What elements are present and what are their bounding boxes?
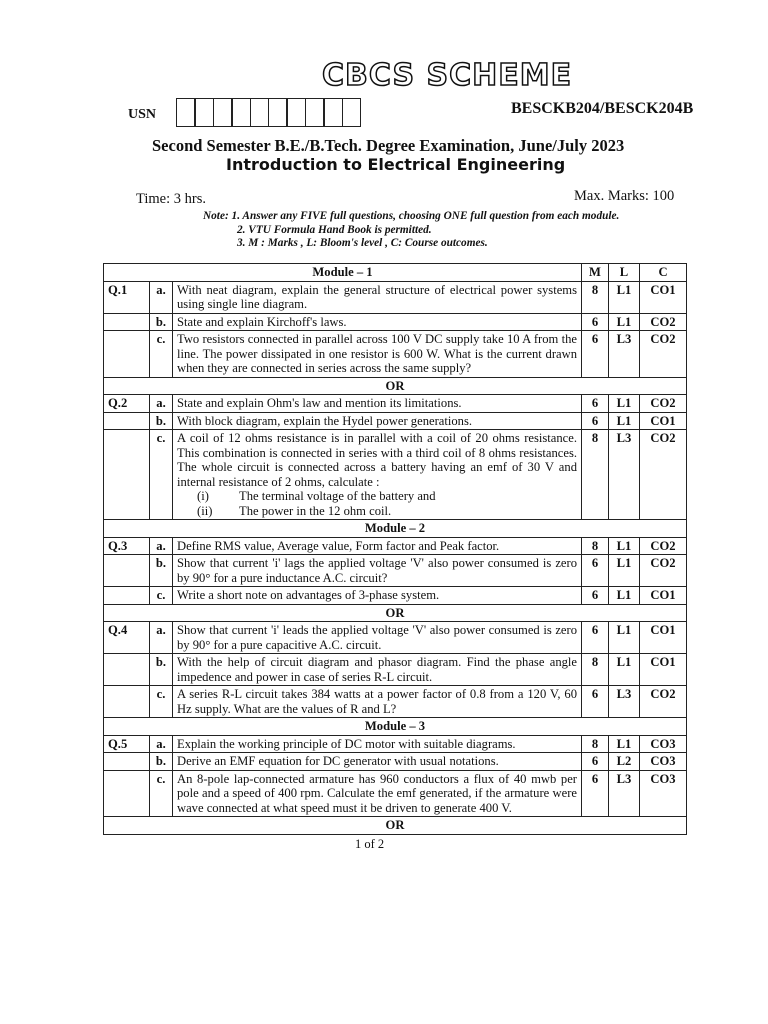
sub-question-number: (i) (197, 489, 209, 503)
question-row (104, 654, 687, 686)
course-title: Introduction to Electrical Engineering (226, 155, 566, 174)
course-outcome: CO3 (640, 753, 687, 771)
question-text: A series R-L circuit takes 384 watts at a power factor of 0.8 from a 120 V, 60 Hz supply. What are the values of R and L? (173, 686, 582, 718)
marks: 6 (582, 313, 609, 331)
part-label: c. (150, 686, 173, 718)
part-label: a. (150, 281, 173, 313)
usn-digit-box (250, 98, 270, 127)
question-number: Q.5 (104, 735, 150, 753)
marks: 6 (582, 412, 609, 430)
sub-question (177, 504, 577, 519)
marks: 6 (582, 331, 609, 378)
marks: 6 (582, 753, 609, 771)
usn-digit-box (231, 98, 251, 127)
blooms-level: L1 (609, 587, 640, 605)
sub-question-text: The power in the 12 ohm coil. (239, 503, 392, 518)
question-number: Q.2 (104, 395, 150, 413)
or-row (104, 604, 687, 622)
course-outcome: CO2 (640, 537, 687, 555)
or-separator: OR (104, 817, 687, 835)
sub-question (177, 489, 577, 504)
course-outcome: CO1 (640, 622, 687, 654)
question-row (104, 770, 687, 817)
course-outcome: CO2 (640, 686, 687, 718)
usn-digit-box (342, 98, 362, 127)
question-number: Q.3 (104, 537, 150, 555)
question-text: Show that current 'i' lags the applied voltage 'V' also power consumed is zero by 90° for a pure inductance A.C. circuit? (173, 555, 582, 587)
blooms-level: L2 (609, 753, 640, 771)
marks: 6 (582, 686, 609, 718)
course-outcome: CO2 (640, 331, 687, 378)
question-row (104, 753, 687, 771)
usn-digit-box (323, 98, 343, 127)
usn-boxes (176, 98, 360, 127)
usn-digit-box (176, 98, 196, 127)
note-2: 2. VTU Formula Hand Book is permitted. (237, 223, 432, 236)
blooms-level: L1 (609, 735, 640, 753)
blooms-level: L1 (609, 281, 640, 313)
part-label: b. (150, 313, 173, 331)
usn-digit-box (213, 98, 233, 127)
instructions (203, 210, 619, 251)
marks: 8 (582, 735, 609, 753)
scheme-heading: CBCS SCHEME (322, 58, 573, 93)
question-row (104, 395, 687, 413)
module-1-header-row (104, 264, 687, 282)
sub-question-text: The terminal voltage of the battery and (239, 489, 436, 503)
question-text: Define RMS value, Average value, Form factor and Peak factor. (173, 537, 582, 555)
question-row (104, 331, 687, 378)
marks: 8 (582, 654, 609, 686)
question-text: With neat diagram, explain the general structure of electrical power systems using single line diagram. (173, 281, 582, 313)
question-row (104, 430, 687, 520)
question-text: Two resistors connected in parallel across 100 V DC supply take 10 A from the line. The power dissipated in one resistor is 600 W. What is the current drawn when they are connected in series across the same supply? (173, 331, 582, 378)
blooms-level: L1 (609, 395, 640, 413)
course-outcome: CO2 (640, 313, 687, 331)
module-3-header-row (104, 718, 687, 736)
question-text: Explain the working principle of DC motor with suitable diagrams. (173, 735, 582, 753)
usn-label: USN (128, 107, 157, 122)
usn-digit-box (286, 98, 306, 127)
question-text: A coil of 12 ohms resistance is in parallel with a coil of 20 ohms resistance. This combination is connected in series with a third coil of 8 ohms resistances. The whole circuit is connected across a battery having an emf of 30 V and internal resistance of 2 ohms, calculate : (177, 431, 577, 489)
part-label: c. (150, 770, 173, 817)
usn-digit-box (305, 98, 325, 127)
max-marks: Max. Marks: 100 (574, 188, 675, 204)
marks-column-header: M (582, 264, 609, 282)
or-row (104, 817, 687, 835)
blooms-level: L3 (609, 430, 640, 520)
usn-digit-box (268, 98, 288, 127)
marks: 8 (582, 281, 609, 313)
blooms-level: L1 (609, 555, 640, 587)
part-label: a. (150, 395, 173, 413)
part-label: b. (150, 753, 173, 771)
blooms-level: L1 (609, 654, 640, 686)
marks: 6 (582, 555, 609, 587)
question-row (104, 686, 687, 718)
module-2-heading: Module – 2 (104, 520, 687, 538)
exam-title: Second Semester B.E./B.Tech. Degree Examination, June/July 2023 (152, 136, 625, 155)
question-text: An 8-pole lap-connected armature has 960 conductors a flux of 40 mwb per pole and a speed of 400 rpm. Calculate the emf generated, if the armature were wave connected at what speed must it be driven to generate 400 V. (173, 770, 582, 817)
part-label: c. (150, 430, 173, 520)
question-row (104, 587, 687, 605)
part-label: a. (150, 735, 173, 753)
question-row (104, 537, 687, 555)
question-row (104, 622, 687, 654)
part-label: b. (150, 555, 173, 587)
blooms-level: L3 (609, 331, 640, 378)
question-text: With block diagram, explain the Hydel power generations. (173, 412, 582, 430)
blooms-level: L3 (609, 686, 640, 718)
course-outcome: CO2 (640, 555, 687, 587)
page-number: 1 of 2 (355, 837, 385, 851)
blooms-level: L1 (609, 412, 640, 430)
course-outcome: CO3 (640, 770, 687, 817)
question-row (104, 281, 687, 313)
marks: 6 (582, 587, 609, 605)
part-label: a. (150, 622, 173, 654)
module-3-heading: Module – 3 (104, 718, 687, 736)
blooms-level: L1 (609, 537, 640, 555)
sub-question-number: (ii) (197, 503, 213, 518)
or-separator: OR (104, 604, 687, 622)
part-label: b. (150, 412, 173, 430)
module-1-heading: Module – 1 (104, 264, 582, 282)
outcome-column-header: C (640, 264, 687, 282)
part-label: c. (150, 587, 173, 605)
note-3: 3. M : Marks , L: Bloom's level , C: Course outcomes. (237, 237, 488, 249)
question-text: Write a short note on advantages of 3-phase system. (173, 587, 582, 605)
question-text: State and explain Kirchoff's laws. (173, 313, 582, 331)
question-row (104, 412, 687, 430)
usn-digit-box (194, 98, 214, 127)
course-outcome: CO3 (640, 735, 687, 753)
question-number: Q.4 (104, 622, 150, 654)
subject-code: BESCKB204/BESCK204B (511, 100, 694, 117)
question-text: Derive an EMF equation for DC generator with usual notations. (173, 753, 582, 771)
course-outcome: CO1 (640, 412, 687, 430)
module-2-header-row (104, 520, 687, 538)
level-column-header: L (609, 264, 640, 282)
note-1: Note: 1. Answer any FIVE full questions, choosing ONE full question from each module. (203, 210, 620, 222)
course-outcome: CO1 (640, 281, 687, 313)
course-outcome: CO1 (640, 654, 687, 686)
question-text: Show that current 'i' leads the applied voltage 'V' also power consumed is zero by 90° for a pure capacitive A.C. circuit. (173, 622, 582, 654)
question-table (103, 263, 687, 835)
blooms-level: L3 (609, 770, 640, 817)
marks: 6 (582, 395, 609, 413)
marks: 8 (582, 430, 609, 520)
marks: 8 (582, 537, 609, 555)
question-text: With the help of circuit diagram and phasor diagram. Find the phase angle impedence and power in case of series R-L circuit. (173, 654, 582, 686)
blooms-level: L1 (609, 622, 640, 654)
blooms-level: L1 (609, 313, 640, 331)
course-outcome: CO2 (640, 395, 687, 413)
course-outcome: CO1 (640, 587, 687, 605)
question-number: Q.1 (104, 281, 150, 313)
course-outcome: CO2 (640, 430, 687, 520)
or-separator: OR (104, 377, 687, 395)
exam-duration: Time: 3 hrs. (136, 191, 206, 207)
part-label: a. (150, 537, 173, 555)
marks: 6 (582, 622, 609, 654)
question-row (104, 555, 687, 587)
part-label: b. (150, 654, 173, 686)
question-text-block (173, 430, 582, 520)
marks: 6 (582, 770, 609, 817)
question-row (104, 313, 687, 331)
or-row (104, 377, 687, 395)
question-row (104, 735, 687, 753)
question-text: State and explain Ohm's law and mention its limitations. (173, 395, 582, 413)
part-label: c. (150, 331, 173, 378)
